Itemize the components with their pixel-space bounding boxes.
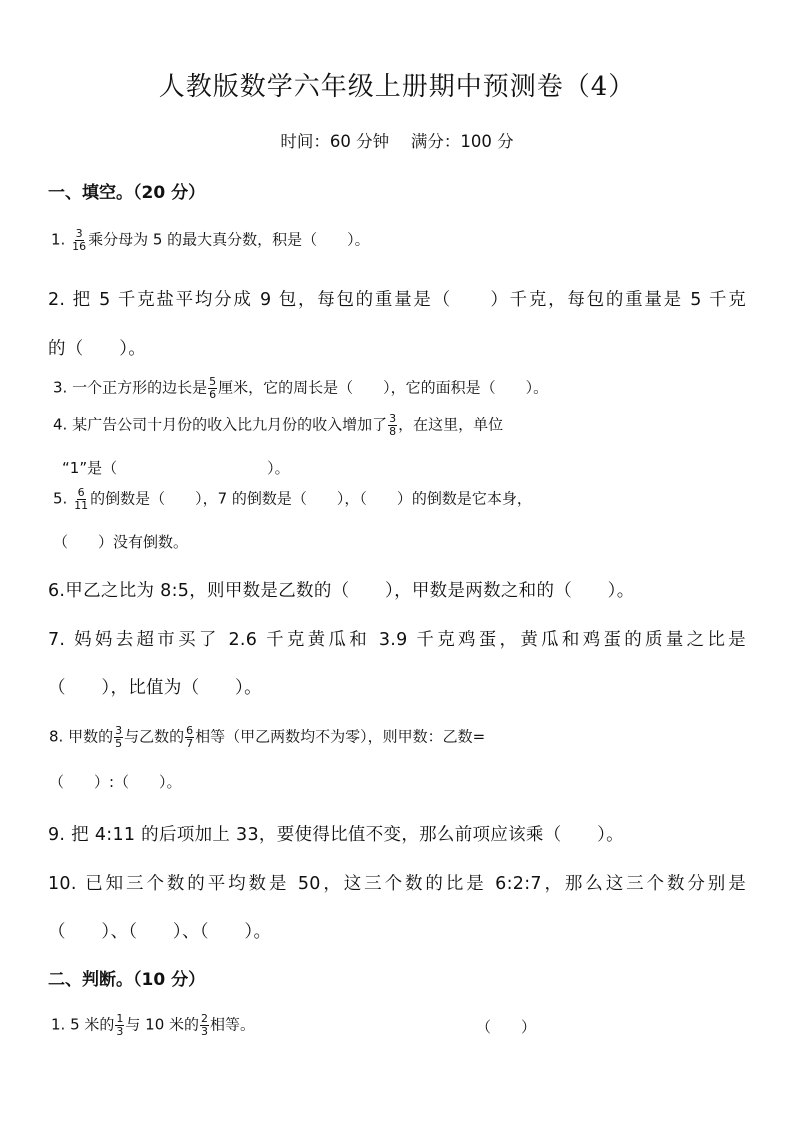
question-2-line-1: 2. 把 5 千克盐平均分成 9 包，每包的重量是（ ）千克，每包的重量是 5 千克 <box>48 290 746 310</box>
section-fill-blank-heading: 一、填空。（20 分） <box>48 183 206 203</box>
question-4-line-1: 4. 某广告公司十月份的收入比九月份的收入增加了 $\frac{3}{8}$ ，在这里，单位 <box>53 412 504 438</box>
question-7-line-2: （ ），比值为（ ）。 <box>48 678 262 698</box>
question-8-line-2: （ ）:（ ）。 <box>49 773 182 791</box>
question-2-line-2: 的（ ）。 <box>48 339 147 359</box>
fraction: $\frac{6}{7}$ <box>186 724 194 750</box>
page-title: 人教版数学六年级上册期中预测卷（4） <box>158 72 636 102</box>
question-5-line-2: （ ）没有倒数。 <box>53 533 189 551</box>
exam-info: 时间：60 分钟 满分：100 分 <box>280 132 514 151</box>
fraction: $\frac{1}{3}$ <box>116 1012 124 1038</box>
question-9: 9. 把 4:11 的后项加上 33，要使得比值不变，那么前项应该乘（ ）。 <box>48 825 624 845</box>
section-judgment-heading: 二、判断。（10 分） <box>48 970 206 990</box>
fraction: $\frac{3}{8}$ <box>389 412 397 438</box>
judgment-1-answer-paren: （ ） <box>476 1018 537 1036</box>
question-7-line-1: 7. 妈妈去超市买了 2.6 千克黄瓜和 3.9 千克鸡蛋，黄瓜和鸡蛋的质量之比是 <box>48 630 746 650</box>
question-10-line-1: 10. 已知三个数的平均数是 50，这三个数的比是 6:2:7，那么这三个数分别是 <box>48 874 746 894</box>
question-3: 3. 一个正方形的边长是 $\frac{5}{6}$ 厘米，它的周长是（ ），它的面积是（ ）。 <box>53 375 549 401</box>
fraction: $\frac{2}{3}$ <box>201 1012 209 1038</box>
fraction: $\frac{6}{11}$ <box>74 486 89 512</box>
fraction: $\frac{3}{16}$ <box>72 227 87 253</box>
question-4-line-2: “1”是（ ）。 <box>62 459 290 477</box>
question-5-line-1: 5. $\frac{6}{11}$ 的倒数是（ ），7 的倒数是（ ），（ ）的倒数是它本身， <box>53 486 532 512</box>
judgment-1: 1. 5 米的 $\frac{1}{3}$ 与 10 米的 $\frac{2}{3}$ 相等。 <box>51 1012 256 1038</box>
question-10-line-2: （ ）、（ ）、（ ）。 <box>48 922 272 942</box>
fraction: $\frac{3}{5}$ <box>115 724 123 750</box>
question-8-line-1: 8. 甲数的 $\frac{3}{5}$ 与乙数的 $\frac{6}{7}$ 相等（甲乙两数均不为零），则甲数：乙数= <box>49 724 486 750</box>
question-1: 1. $\frac{3}{16}$ 乘分母为 5 的最大真分数，积是（ ）。 <box>51 227 370 253</box>
question-6: 6.甲乙之比为 8:5，则甲数是乙数的（ ），甲数是两数之和的（ ）。 <box>48 581 635 601</box>
fraction: $\frac{5}{6}$ <box>209 375 217 401</box>
